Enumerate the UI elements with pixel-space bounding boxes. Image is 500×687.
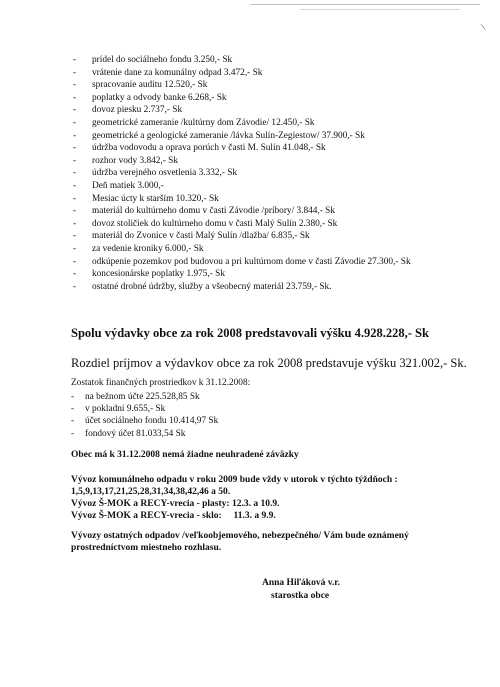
expense-item: - koncesionárske poplatky 1.975,- Sk	[70, 268, 490, 281]
expense-item: - prídel do sociálneho fondu 3.250,- Sk	[70, 54, 490, 67]
expense-item: - materiál do kultúrneho domu v časti Závodie /príbory/ 3.844,- Sk	[70, 205, 490, 218]
expense-item: - geometrické zameranie /kultúrny dom Závodie/ 12.450,- Sk	[70, 117, 490, 130]
waste-glass-dates: Vývoz Š-MOK a RECY-vrecia - sklo: 11.3. a 9.9.	[71, 511, 276, 521]
expense-item: - spracovanie auditu 12.520,- Sk	[70, 79, 490, 92]
expense-item: - za vedenie kroniky 6.000,- Sk	[70, 243, 490, 256]
total-expenses: Spolu výdavky obce za rok 2008 predstavovali výšku 4.928.228,- Sk	[71, 326, 429, 340]
waste-schedule-line: Vývoz komunálneho odpadu v roku 2009 bude vždy v utorok v týchto týždňoch :	[71, 475, 398, 485]
balance-title: Zostatok finančných prostriedkov k 31.12.2008:	[71, 378, 251, 388]
balance-item: - na bežnom účte 225.528,85 Sk	[71, 391, 218, 403]
scan-edge-line	[250, 4, 480, 5]
expense-item: - geometrické a geologické zameranie /lávka Sulín-Zegiestow/ 37.900,- Sk	[70, 130, 490, 143]
expense-item: - vrátenie dane za komunálny odpad 3.472,- Sk	[70, 67, 490, 80]
expense-item: - poplatky a odvody banke 6.268,- Sk	[70, 92, 490, 105]
expense-item: - ostatné drobné údržby, služby a všeobecný materiál 23.759,- Sk.	[70, 281, 490, 294]
no-liabilities-statement: Obec má k 31.12.2008 nemá žiadne neuhradené záväzky	[71, 450, 299, 460]
expense-item: - Mesiac úcty k starším 10.320,- Sk	[70, 193, 490, 206]
bulky-waste-notice-cont: prostredníctvom miestneho rozhlasu.	[71, 543, 222, 553]
signature-name: Anna Hiľáková v.r.	[262, 578, 341, 588]
expense-item: - rozhor vody 3.842,- Sk	[70, 155, 490, 168]
scan-edge-line	[300, 9, 460, 10]
income-expense-difference: Rozdiel príjmov a výdavkov obce za rok 2008 predstavuje výšku 321.002,- Sk.	[71, 356, 467, 370]
expense-item: - materiál do Zvonice v časti Malý Sulín /dlažba/ 6.835,- Sk	[70, 230, 490, 243]
scan-mark: \	[480, 21, 487, 34]
waste-schedule-weeks: 1,5,9,13,17,21,25,28,31,34,38,42,46 a 50.	[71, 487, 231, 497]
expense-item: - dovoz piesku 2.737,- Sk	[70, 104, 490, 117]
expense-item: - Deň matiek 3.000,-	[70, 180, 490, 193]
bulky-waste-notice: Vývozy ostatných odpadov /veľkoobjemového, nebezpečného/ Vám bude oznámený	[71, 531, 409, 541]
signature-role: starostka obce	[271, 591, 330, 601]
expense-item: - odkúpenie pozemkov pod budovou a pri kultúrnom dome v časti Závodie 27.300,- Sk	[70, 256, 490, 269]
balance-list	[71, 391, 218, 440]
balance-item: - účet sociálneho fondu 10.414,97 Sk	[71, 415, 218, 427]
waste-plastics-dates: Vývoz Š-MOK a RECY-vrecia - plasty: 12.3. a 10.9.	[71, 499, 280, 509]
balance-item: - v pokladni 9.655,- Sk	[71, 403, 218, 415]
balance-item: - fondový účet 81.033,54 Sk	[71, 428, 218, 440]
expense-list	[70, 54, 490, 293]
expense-item: - dovoz stoličiek do kultúrneho domu v časti Malý Sulín 2.380,- Sk	[70, 218, 490, 231]
expense-item: - údržba vodovodu a oprava porúch v časti M. Sulín 41.048,- Sk	[70, 142, 490, 155]
expense-item: - údržba verejného osvetlenia 3.332,- Sk	[70, 167, 490, 180]
